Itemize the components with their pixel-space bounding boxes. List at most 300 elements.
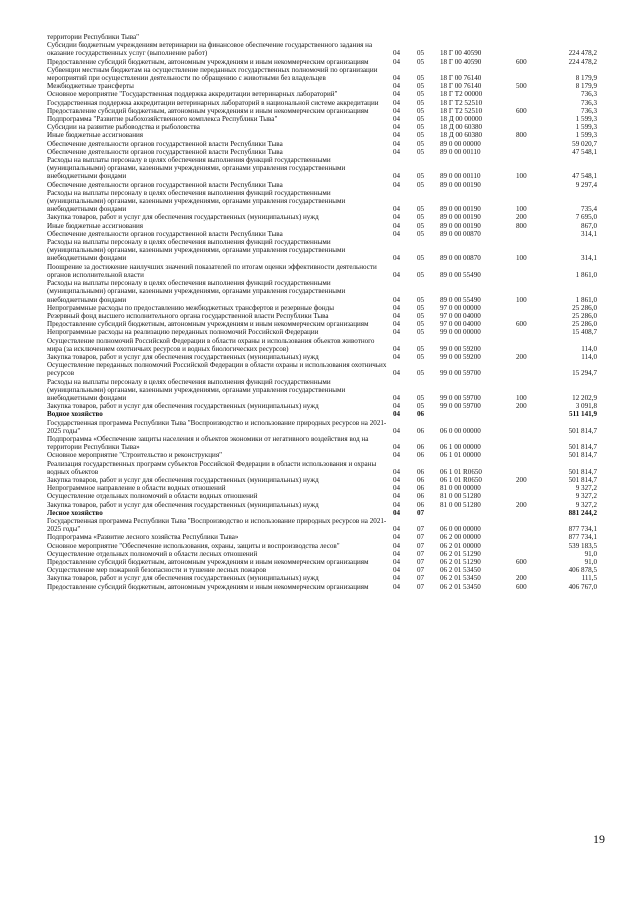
row-target-article: 89 0 00 00870 — [440, 229, 481, 238]
row-name: Закупка товаров, работ и услуг для обеспечения государственных (муниципальных) нужд — [47, 402, 319, 411]
row-name: Лесное хозяйство — [47, 508, 103, 517]
row-section-code: 04 — [393, 213, 401, 222]
row-name: Обеспечение деятельности органов государственной власти Республики Тыва — [47, 229, 283, 238]
row-section-code: 04 — [393, 533, 401, 542]
row-expense-type — [516, 566, 544, 574]
row-target-article: 06 2 00 00000 — [440, 533, 481, 542]
row-amount: 91,0 — [584, 558, 597, 566]
row-name: Субсидии бюджетным учреждениям ветеринарии на финансовое обеспечение государственного задания на оказание государственных услуг (выполнение работ) — [47, 41, 373, 58]
row-expense-type — [516, 509, 544, 517]
row-name: Расходы на выплаты персоналу в целях обеспечения выполнения функций государственными (муниципальными) органами, казенными учреждениями, органами управления государственными внебюджетными фондами — [47, 377, 346, 402]
row-amount: 8 179,9 — [575, 74, 597, 83]
row-target-article: 06 0 00 00000 — [440, 426, 481, 435]
row-subsection-code: 05 — [417, 402, 425, 411]
table-row — [47, 131, 597, 139]
row-subsection-code: 06 — [417, 475, 425, 484]
budget-table — [47, 33, 597, 591]
row-section-code: 04 — [393, 402, 401, 411]
row-target-article — [440, 509, 516, 517]
row-expense-type — [516, 328, 544, 336]
table-row — [47, 402, 597, 410]
table-row — [47, 263, 597, 279]
row-subsection-code: 07 — [417, 582, 425, 591]
row-target-article: 97 0 00 04000 — [440, 311, 481, 320]
row-amount: 3 091,8 — [575, 402, 597, 411]
row-target-article: 99 0 00 00000 — [440, 328, 481, 337]
row-name: Непрограммные расходы на реализацию переданных полномочий Российской Федерации — [47, 328, 319, 337]
row-expense-type: 600 — [516, 57, 527, 66]
row-expense-type — [516, 99, 544, 107]
row-expense-type — [516, 66, 544, 82]
row-name: Межбюджетные трансферты — [47, 82, 134, 91]
row-name: Реализация государственных программ субъектов Российской Федерации в области использования и охраны водных объектов — [47, 459, 377, 476]
table-row — [47, 566, 597, 574]
row-section-code: 04 — [393, 123, 401, 132]
row-subsection-code: 05 — [417, 352, 425, 361]
row-name: Предоставление субсидий бюджетным, автономным учреждениям и иным некоммерческим организациям — [47, 558, 369, 566]
row-expense-type — [516, 533, 544, 541]
row-subsection-code: 05 — [417, 393, 425, 402]
row-section-code: 04 — [393, 500, 401, 509]
row-section-code: 04 — [393, 410, 401, 419]
row-amount: 9 327,2 — [575, 484, 597, 493]
row-subsection-code: 05 — [417, 131, 425, 140]
row-name: Расходы на выплаты персоналу в целях обеспечения выполнения функций государственными (муниципальными) органами, казенными учреждениями, органами управления государственными внебюджетными фондами — [47, 188, 346, 214]
row-amount: 877 734,1 — [568, 533, 597, 542]
row-amount: 47 548,1 — [572, 172, 597, 181]
row-name: Подпрограмма "Развитие рыбохозяйственного комплекса Республики Тыва" — [47, 115, 278, 124]
row-section-code: 04 — [393, 139, 401, 148]
row-target-article: 99 0 00 59200 — [440, 352, 481, 361]
row-expense-type: 600 — [516, 558, 527, 566]
table-row — [47, 328, 597, 336]
table-row — [47, 222, 597, 230]
row-target-article: 18 Д 00 00000 — [440, 115, 483, 124]
table-row — [47, 501, 597, 509]
row-subsection-code: 05 — [417, 328, 425, 337]
row-expense-type: 200 — [516, 500, 527, 509]
row-expense-type — [516, 312, 544, 320]
table-row — [47, 99, 597, 107]
row-amount: 735,4 — [581, 205, 597, 214]
row-subsection-code: 05 — [417, 115, 425, 124]
row-name: Основное мероприятие "Строительство и реконструкция" — [47, 451, 222, 460]
row-amount: 881 244,2 — [568, 508, 597, 517]
row-name: Государственная программа Республики Тыва "Воспроизводство и использование природных ресурсов на 2021-2025 годы" — [47, 516, 387, 534]
table-row — [47, 583, 597, 591]
row-expense-type: 100 — [516, 254, 527, 263]
row-target-article: 06 2 01 53450 — [440, 566, 481, 575]
table-row — [47, 230, 597, 238]
table-row — [47, 476, 597, 484]
row-section-code: 04 — [393, 451, 401, 460]
row-section-code: 04 — [393, 541, 401, 550]
table-row — [47, 337, 597, 353]
row-amount: 114,0 — [581, 344, 597, 353]
row-expense-type: 200 — [516, 402, 527, 411]
row-subsection-code: 05 — [417, 311, 425, 320]
row-subsection-code: 05 — [417, 205, 425, 214]
row-subsection-code: 05 — [417, 57, 425, 66]
row-name: Предоставление субсидий бюджетным, автономным учреждениям и иным некоммерческим организациям — [47, 57, 369, 66]
row-subsection-code: 07 — [417, 549, 425, 558]
row-subsection-code: 06 — [417, 500, 425, 509]
row-target-article: 06 2 01 00000 — [440, 541, 481, 550]
row-expense-type — [516, 492, 544, 500]
row-subsection-code: 05 — [417, 147, 425, 156]
table-row — [47, 558, 597, 566]
row-section-code — [393, 33, 417, 41]
table-row — [47, 238, 597, 263]
row-amount: 867,0 — [581, 221, 597, 230]
row-target-article: 06 1 01 R0650 — [440, 467, 482, 476]
row-amount: 12 202,9 — [572, 393, 597, 402]
row-target-article: 06 2 01 51290 — [440, 558, 481, 566]
row-section-code: 04 — [393, 106, 401, 115]
table-row — [47, 451, 597, 459]
row-subsection-code: 05 — [417, 270, 425, 279]
row-section-code: 04 — [393, 549, 401, 558]
row-target-article: 81 0 00 51280 — [440, 492, 481, 501]
row-section-code: 04 — [393, 131, 401, 140]
row-target-article: 99 0 00 59700 — [440, 393, 481, 402]
row-name: Водное хозяйство — [47, 410, 103, 419]
row-amount: 501 814,7 — [568, 451, 597, 460]
row-subsection-code — [417, 33, 440, 41]
row-expense-type: 200 — [516, 475, 527, 484]
row-section-code: 04 — [393, 205, 401, 214]
row-name: Предоставление субсидий бюджетным, автономным учреждениям и иным некоммерческим организациям — [47, 582, 369, 591]
row-section-code: 04 — [393, 328, 401, 337]
row-amount: 111,5 — [581, 574, 597, 583]
row-section-code: 04 — [393, 467, 401, 476]
row-target-article: 89 0 00 00870 — [440, 254, 481, 263]
row-amount: 91,0 — [584, 549, 597, 558]
row-amount: 539 183,5 — [568, 541, 597, 550]
table-row — [47, 460, 597, 476]
row-name: Осуществление переданных полномочий Российской Федерации в области охраны и использования охотничьих ресурсов — [47, 361, 387, 378]
row-expense-type: 200 — [516, 213, 527, 222]
row-amount: 501 814,7 — [568, 426, 597, 435]
row-subsection-code: 06 — [417, 426, 425, 435]
row-name: Закупка товаров, работ и услуг для обеспечения государственных (муниципальных) нужд — [47, 500, 319, 509]
row-name: Расходы на выплаты персоналу в целях обеспечения выполнения функций государственными (муниципальными) органами, казенными учреждениями, органами управления государственными внебюджетными фондами — [47, 279, 346, 304]
table-row — [47, 115, 597, 123]
row-name: Государственная поддержка аккредитации ветеринарных лабораторий в национальной системе аккредитации — [47, 98, 379, 107]
row-section-code: 04 — [393, 172, 401, 181]
row-expense-type — [516, 148, 544, 156]
row-subsection-code: 06 — [417, 443, 425, 452]
table-section-row — [47, 509, 597, 517]
table-row — [47, 33, 597, 41]
row-target-article: 06 1 00 00000 — [440, 443, 481, 452]
row-target-article: 18 Д 00 60380 — [440, 123, 483, 132]
row-name: Обеспечение деятельности органов государственной власти Республики Тыва — [47, 180, 283, 189]
table-row — [47, 484, 597, 492]
row-section-code: 04 — [393, 369, 401, 378]
row-subsection-code: 05 — [417, 221, 425, 230]
row-section-code: 04 — [393, 180, 401, 189]
row-subsection-code: 05 — [417, 98, 425, 107]
row-target-article: 06 1 01 R0650 — [440, 475, 482, 484]
row-amount: 406 767,0 — [568, 582, 597, 591]
row-target-article: 89 0 00 00110 — [440, 147, 481, 156]
table-row — [47, 304, 597, 312]
row-expense-type: 800 — [516, 221, 527, 230]
row-section-code: 04 — [393, 352, 401, 361]
row-target-article: 06 2 01 53450 — [440, 582, 481, 591]
row-amount: 1 599,3 — [575, 115, 597, 124]
row-subsection-code: 05 — [417, 295, 425, 304]
row-expense-type — [516, 451, 544, 459]
row-subsection-code: 05 — [417, 213, 425, 222]
row-subsection-code: 05 — [417, 139, 425, 148]
row-name: Обеспечение деятельности органов государственной власти Республики Тыва — [47, 147, 283, 156]
row-target-article: 89 0 00 00190 — [440, 221, 481, 230]
row-subsection-code: 07 — [417, 566, 425, 575]
row-subsection-code: 06 — [417, 410, 425, 419]
row-expense-type: 200 — [516, 574, 527, 583]
row-subsection-code: 05 — [417, 106, 425, 115]
row-name: Закупка товаров, работ и услуг для обеспечения государственных (муниципальных) нужд — [47, 475, 319, 484]
row-expense-type: 100 — [516, 393, 527, 402]
table-row — [47, 550, 597, 558]
row-name: Иные бюджетные ассигнования — [47, 221, 144, 230]
row-section-code: 04 — [393, 426, 401, 435]
row-expense-type: 600 — [516, 106, 527, 115]
row-amount: 25 286,0 — [572, 303, 597, 312]
row-section-code: 04 — [393, 295, 401, 304]
row-section-code: 04 — [393, 98, 401, 107]
row-target-article — [440, 410, 516, 418]
row-section-code: 04 — [393, 49, 401, 58]
row-amount: 406 878,5 — [568, 566, 597, 575]
table-row — [47, 189, 597, 214]
row-amount: 114,0 — [581, 352, 597, 361]
row-amount: 47 548,1 — [572, 147, 597, 156]
row-name: Непрограммные расходы по предоставлению межбюджетных трансфертов и резервные фонды — [47, 303, 335, 312]
row-subsection-code: 05 — [417, 369, 425, 378]
row-name: Непрограммное направление в области водных отношений — [47, 484, 226, 493]
row-name: территории Республики Тыва" — [47, 33, 140, 41]
row-subsection-code: 05 — [417, 229, 425, 238]
row-name: Закупка товаров, работ и услуг для обеспечения государственных (муниципальных) нужд — [47, 352, 319, 361]
row-expense-type — [516, 410, 544, 418]
table-row — [47, 123, 597, 131]
row-subsection-code: 05 — [417, 303, 425, 312]
row-expense-type — [516, 484, 544, 492]
row-expense-type — [516, 33, 544, 41]
row-expense-type — [516, 123, 544, 131]
row-subsection-code: 05 — [417, 90, 425, 99]
row-expense-type — [516, 304, 544, 312]
table-row — [47, 378, 597, 403]
row-target-article: 97 0 00 04000 — [440, 320, 481, 329]
row-target-article: 99 0 00 59700 — [440, 369, 481, 378]
row-target-article: 81 0 00 00000 — [440, 484, 481, 493]
row-name: Подпрограмма «Развитие лесного хозяйства Республики Тыва» — [47, 533, 239, 542]
row-subsection-code: 07 — [417, 541, 425, 550]
row-amount: 314,1 — [581, 254, 597, 263]
row-amount: 736,3 — [581, 106, 597, 115]
row-section-code: 04 — [393, 74, 401, 83]
row-section-code: 04 — [393, 574, 401, 583]
row-section-code: 04 — [393, 443, 401, 452]
row-section-code: 04 — [393, 582, 401, 591]
row-amount: 224 478,2 — [568, 57, 597, 66]
row-expense-type — [516, 517, 544, 533]
table-row — [47, 574, 597, 582]
row-name: Резервный фонд высшего исполнительного органа государственной власти Республики Тыва — [47, 311, 329, 320]
row-expense-type — [516, 542, 544, 550]
row-section-code: 04 — [393, 566, 401, 575]
row-name: Осуществление полномочий Российской Федерации в области охраны и использования объектов животного мира (за исключением охотничьих ресурсов и водных биологических ресурсов) — [47, 336, 375, 353]
row-subsection-code: 05 — [417, 320, 425, 329]
row-expense-type: 800 — [516, 131, 527, 140]
row-expense-type: 100 — [516, 205, 527, 214]
row-amount: 8 179,9 — [575, 82, 597, 91]
row-target-article: 89 0 00 00000 — [440, 139, 481, 148]
row-section-code: 04 — [393, 254, 401, 263]
row-expense-type — [516, 115, 544, 123]
table-row — [47, 156, 597, 181]
row-name: Закупка товаров, работ и услуг для обеспечения государственных (муниципальных) нужд — [47, 213, 319, 222]
row-name: Предоставление субсидий бюджетным, автономным учреждениям и иным некоммерческим организациям — [47, 106, 369, 115]
row-subsection-code: 07 — [417, 574, 425, 583]
table-row — [47, 517, 597, 533]
row-name: Субвенции местным бюджетам на осуществление переданных государственных полномочий по организации мероприятий при осуществлении деятельности по обращению с животными без владельцев — [47, 65, 378, 83]
row-expense-type — [516, 337, 544, 353]
row-expense-type: 500 — [516, 82, 527, 91]
table-row — [47, 90, 597, 98]
row-section-code: 04 — [393, 393, 401, 402]
row-expense-type — [516, 419, 544, 435]
table-row — [47, 279, 597, 304]
row-amount: 736,3 — [581, 90, 597, 99]
row-section-code: 04 — [393, 270, 401, 279]
row-name: Подпрограмма «Обеспечение защиты населения и объектов экономики от негативного воздействия вод на территории Республики Тыва» — [47, 434, 369, 452]
table-row — [47, 213, 597, 221]
row-target-article — [440, 33, 516, 41]
row-target-article: 18 Г Т2 00000 — [440, 90, 483, 99]
row-name: Основное мероприятие "Обеспечение использования, охраны, защиты и воспроизводства лесов" — [47, 541, 340, 550]
row-target-article: 97 0 00 00000 — [440, 303, 481, 312]
row-expense-type — [516, 361, 544, 377]
row-target-article: 06 0 00 00000 — [440, 525, 481, 534]
table-row — [47, 542, 597, 550]
row-section-code: 04 — [393, 508, 401, 517]
row-expense-type — [516, 41, 544, 57]
row-target-article: 18 Г 00 76140 — [440, 74, 482, 83]
row-target-article: 89 0 00 55490 — [440, 295, 481, 304]
row-target-article: 18 Г Т2 52510 — [440, 106, 483, 115]
row-amount: 501 814,7 — [568, 467, 597, 476]
table-row — [47, 66, 597, 82]
row-amount: 9 327,2 — [575, 500, 597, 509]
page-number: 19 — [593, 832, 605, 846]
row-amount: 736,3 — [581, 98, 597, 107]
row-amount: 1 861,0 — [575, 270, 597, 279]
row-expense-type: 600 — [516, 582, 527, 591]
row-target-article: 18 Г 00 76140 — [440, 82, 482, 91]
row-subsection-code: 05 — [417, 180, 425, 189]
row-section-code: 04 — [393, 221, 401, 230]
row-target-article: 99 0 00 59700 — [440, 402, 481, 411]
row-section-code: 04 — [393, 57, 401, 66]
row-amount: 7 695,0 — [575, 213, 597, 222]
row-target-article: 81 0 00 51280 — [440, 500, 481, 509]
row-amount: 511 141,9 — [569, 410, 597, 419]
row-subsection-code: 07 — [417, 525, 425, 534]
table-section-row — [47, 410, 597, 418]
row-expense-type: 100 — [516, 295, 527, 304]
row-subsection-code: 05 — [417, 74, 425, 83]
table-row — [47, 492, 597, 500]
row-name: Расходы на выплаты персоналу в целях обеспечения выполнения функций государственными (муниципальными) органами, казенными учреждениями, органами управления государственными внебюджетными фондами — [47, 238, 346, 263]
row-amount: 1 599,3 — [575, 123, 597, 132]
row-target-article: 89 0 00 00190 — [440, 180, 481, 189]
row-amount: 25 286,0 — [572, 311, 597, 320]
row-name: Обеспечение деятельности органов государственной власти Республики Тыва — [47, 139, 283, 148]
row-expense-type — [516, 263, 544, 279]
row-name: Государственная программа Республики Тыва "Воспроизводство и использование природных ресурсов на 2021-2025 годы" — [47, 418, 387, 435]
budget-table-body — [47, 33, 597, 591]
row-amount: 15 294,7 — [572, 369, 597, 378]
row-subsection-code: 06 — [417, 451, 425, 460]
row-expense-type — [516, 435, 544, 451]
row-amount: 15 408,7 — [572, 328, 597, 337]
row-subsection-code: 05 — [417, 172, 425, 181]
row-name: Расходы на выплаты персоналу в целях обеспечения выполнения функций государственными (муниципальными) органами, казенными учреждениями, органами управления государственными внебюджетными фондами — [47, 156, 346, 181]
row-name: Поощрение за достижение наилучших значений показателей по итогам оценки эффективности деятельности органов исполнительной власти — [47, 262, 377, 279]
row-subsection-code: 07 — [417, 508, 425, 517]
table-row — [47, 353, 597, 361]
row-target-article: 89 0 00 00190 — [440, 205, 481, 214]
row-section-code: 04 — [393, 484, 401, 493]
row-amount: 59 020,7 — [572, 139, 597, 148]
row-name: Субсидии на развитие рыбоводства и рыболовства — [47, 123, 200, 132]
row-amount: 501 814,7 — [568, 443, 597, 452]
row-subsection-code: 05 — [417, 49, 425, 58]
row-expense-type — [516, 90, 544, 98]
row-target-article: 89 0 00 00110 — [440, 172, 481, 181]
row-expense-type: 200 — [516, 352, 527, 361]
row-subsection-code: 05 — [417, 254, 425, 263]
row-amount: 224 478,2 — [568, 49, 597, 58]
row-name: Основное мероприятие "Государственная поддержка аккредитации ветеринарных лабораторий" — [47, 90, 338, 99]
table-row — [47, 361, 597, 377]
row-subsection-code: 07 — [417, 558, 425, 566]
row-section-code: 04 — [393, 558, 401, 566]
row-target-article: 18 Д 00 60380 — [440, 131, 483, 140]
row-subsection-code: 06 — [417, 467, 425, 476]
row-target-article: 89 0 00 00190 — [440, 213, 481, 222]
row-amount — [544, 33, 597, 41]
row-section-code: 04 — [393, 344, 401, 353]
row-expense-type — [516, 550, 544, 558]
row-target-article: 18 Г 00 40590 — [440, 49, 482, 58]
row-expense-type — [516, 230, 544, 238]
row-name: Предоставление субсидий бюджетным, автономным учреждениям и иным некоммерческим организациям — [47, 320, 369, 329]
row-amount: 501 814,7 — [568, 475, 597, 484]
table-row — [47, 312, 597, 320]
row-target-article: 06 2 01 51290 — [440, 549, 481, 558]
table-row — [47, 58, 597, 66]
table-row — [47, 82, 597, 90]
row-target-article: 06 1 01 00000 — [440, 451, 481, 460]
row-name: Осуществление мер пожарной безопасности и тушение лесных пожаров — [47, 566, 267, 575]
row-target-article: 18 Г 00 40590 — [440, 57, 482, 66]
